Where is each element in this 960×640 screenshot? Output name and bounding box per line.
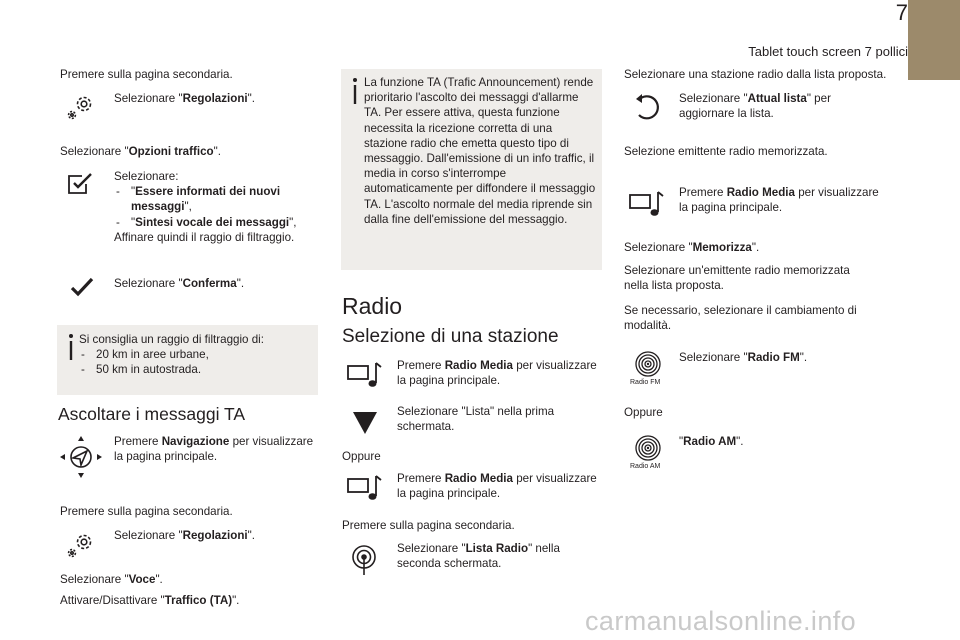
navigation-icon: [58, 434, 104, 480]
instruction-text: Selezionare "Opzioni traffico".: [60, 145, 221, 158]
instruction-text: Selezionare un'emittente radio memorizzata nella lista proposta.: [624, 264, 850, 293]
radio-list-icon: [350, 544, 378, 576]
info-box: [341, 69, 602, 270]
watermark: carmanualsonline.info: [585, 606, 857, 636]
step-text: "Radio AM".: [679, 435, 744, 448]
instruction-text: Premere sulla pagina secondaria.: [342, 519, 515, 532]
instruction-text: Oppure: [342, 450, 381, 463]
instruction-text: Attivare/Disattivare "Traffico (TA)".: [60, 594, 240, 607]
gear-icon: [64, 530, 100, 560]
section-title: Tablet touch screen 7 pollici: [748, 44, 908, 59]
checkmark-icon: [70, 277, 94, 297]
step-text: Premere Navigazione per visualizzare la pagina principale.: [114, 435, 314, 464]
instruction-text: Se necessario, selezionare il cambiamento di modalità.: [624, 304, 857, 333]
info-text: La funzione TA (Trafic Announcement) rende prioritario l'ascolto dei messaggi d'allarme TA. Per essere attiva, questa funzione necessita la ricezione corretta di una stazione radio che emetta questo tipo di messaggio. Dall'emissione di un info traffic, il media in corso s'interrompe automaticamente per diffondere il messaggio TA. L'ascolto normale del media riprende sin dalla fine dell'emissione del messaggio.: [364, 76, 596, 226]
refresh-icon: [634, 93, 662, 123]
radio-am-icon: [634, 434, 662, 462]
step-text: Selezionare: - "Essere informati dei nuovi messaggi", - "Sintesi vocale dei messaggi", Affinare quindi il raggio di filtraggio.: [114, 169, 314, 245]
info-icon: [350, 77, 360, 105]
page-number: 7: [895, 0, 908, 25]
instruction-text: Selezionare "Memorizza".: [624, 241, 760, 254]
info-box: Si consiglia un raggio di filtraggio di: - 20 km in aree urbane, - 50 km in autostrada.: [57, 325, 318, 395]
step-text: Selezionare "Regolazioni".: [114, 92, 255, 105]
instruction-text: Selezionare una stazione radio dalla lista proposta.: [624, 68, 887, 81]
step-text: Selezionare "Lista Radio" nella seconda schermata.: [397, 542, 560, 571]
section-heading: Ascoltare i messaggi TA: [58, 404, 246, 424]
icon-caption: Radio AM: [630, 463, 661, 470]
instruction-text: Premere sulla pagina secondaria.: [60, 505, 233, 518]
step-text: Selezionare "Attual lista" per aggiornare la lista.: [679, 92, 831, 121]
radio-media-icon: [347, 474, 383, 502]
list-triangle-icon: [352, 409, 378, 435]
instruction-text: Premere sulla pagina secondaria.: [60, 68, 233, 81]
step-text: Premere Radio Media per visualizzare la pagina principale.: [397, 472, 597, 501]
instruction-text: Selezione emittente radio memorizzata.: [624, 145, 828, 158]
instruction-text: Oppure: [624, 406, 663, 419]
icon-caption: Radio FM: [630, 379, 661, 386]
instruction-text: Selezionare "Voce".: [60, 573, 163, 586]
step-text: Selezionare "Regolazioni".: [114, 529, 255, 542]
step-text: Premere Radio Media per visualizzare la pagina principale.: [679, 186, 879, 215]
step-text: Selezionare "Radio FM".: [679, 351, 808, 364]
section-heading: Selezione di una stazione: [342, 326, 559, 347]
radio-fm-icon: [634, 350, 662, 378]
step-text: Selezionare "Conferma".: [114, 277, 245, 290]
gear-icon: [64, 92, 100, 122]
radio-media-icon: [629, 190, 665, 218]
page-heading: Radio: [342, 293, 403, 319]
step-text: Premere Radio Media per visualizzare la pagina principale.: [397, 359, 597, 388]
edit-checkbox-icon: [66, 172, 94, 196]
info-icon: [66, 333, 76, 361]
step-text: Selezionare "Lista" nella prima schermata.: [397, 405, 555, 434]
chapter-tab: [908, 0, 960, 80]
radio-media-icon: [347, 361, 383, 389]
